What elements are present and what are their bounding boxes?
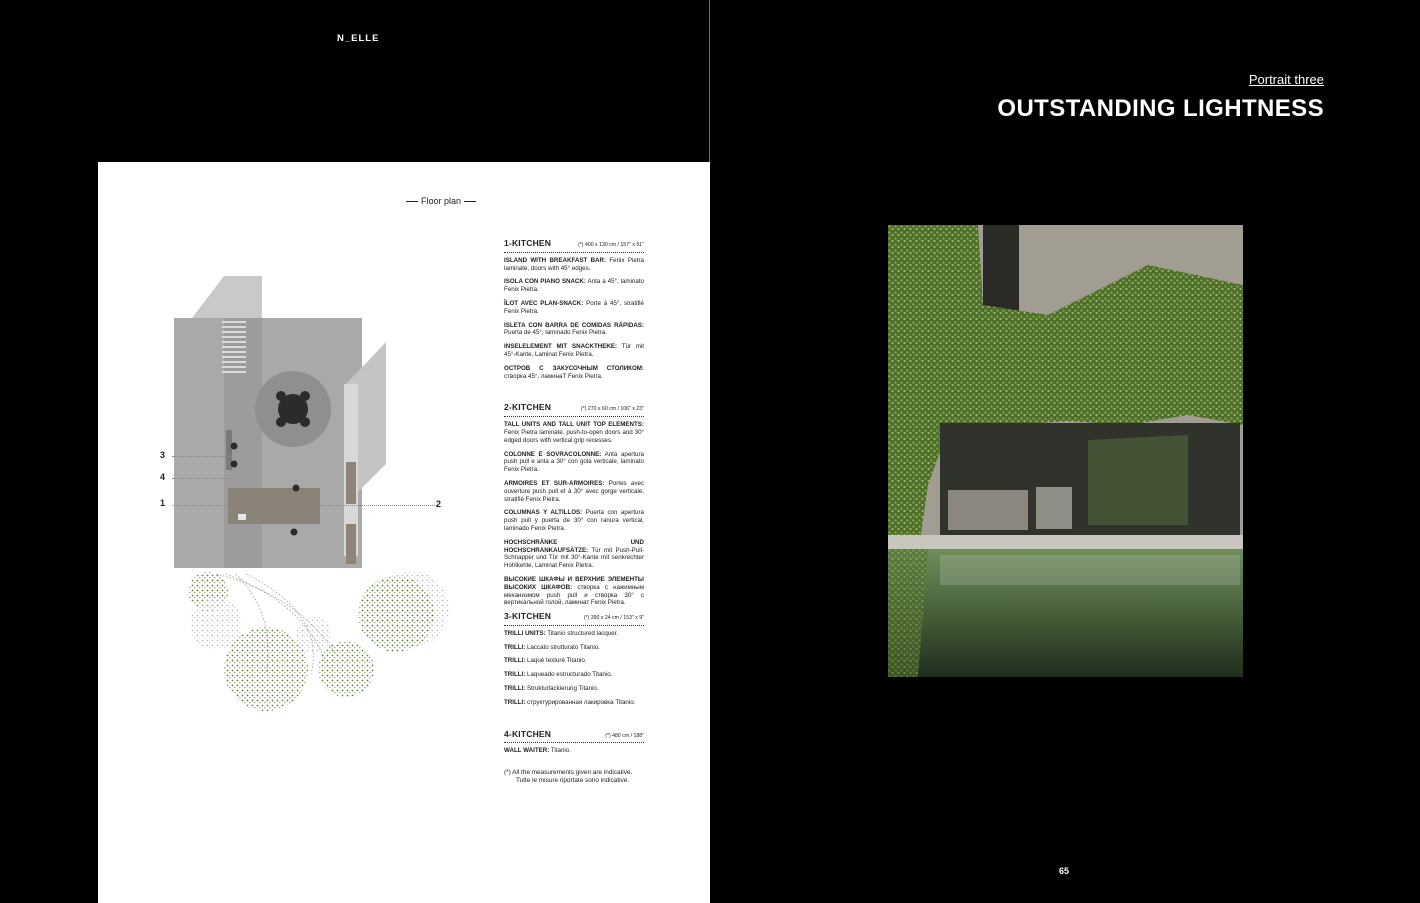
spec-paragraph: TALL UNITS AND TALL UNIT TOP ELEMENTS: Fenix Pietra laminate, push-to-open doors and 30° edged doors with vertical grip recesses. bbox=[504, 421, 644, 444]
spec-dimensions: (*) 400 x 130 cm / 157" x 51" bbox=[578, 242, 644, 248]
spec-paragraph: TRILLI: Laccato strutturato Titanio. bbox=[504, 643, 600, 651]
spec-name: 3-KITCHEN bbox=[504, 611, 552, 622]
footnote-line-1: (*) All the measurements given are indicative. bbox=[504, 769, 633, 777]
spec-name: 2-KITCHEN bbox=[504, 402, 552, 413]
spec-name: 4-KITCHEN bbox=[504, 728, 552, 739]
spec-paragraph: ISLAND WITH BREAKFAST BAR: Fenix Pietra laminate, doors with 45° edges. bbox=[504, 256, 644, 272]
spec-paragraph: HOCHSCHRÄNKE UND HOCHSCHRANKAUFSÄTZE: Tür mit Push-Pull-Schnapper und Tür mit 30°-Kante mit senkrechter Hohlkehle, Laminat Fenix Pietra. bbox=[504, 538, 645, 570]
spec-paragraph: ÎLOT AVEC PLAN-SNACK: Porte à 45°, stratifié Fenix Pietra. bbox=[504, 299, 644, 315]
footnote bbox=[504, 769, 644, 785]
spec-paragraph: TRILLI UNITS: Titanio structured lacquer. bbox=[504, 629, 619, 637]
spec-paragraph: ВЫСОКИЕ ШКАФЫ И ВЕРХНИЕ ЭЛЕМЕНТЫ ВЫСОКИХ ШКАФОВ: створка с нажимным механизмом push pull и створка 30° с вертикальной голой, ламинат Fenix Pietra. bbox=[504, 575, 644, 607]
tree-4 bbox=[318, 641, 374, 697]
kitchen-counter bbox=[948, 490, 1028, 530]
spec-paragraph: TRILLI: Laqueado estructurado Titanio. bbox=[504, 671, 613, 679]
page-headline: OUTSTANDING LIGHTNESS bbox=[997, 95, 1324, 122]
floor-plan-svg bbox=[156, 274, 466, 724]
spec-paragraph: ARMOIRES ET SUR-ARMOIRES: Portes avec ouverture push pull et à 30° avec gorge verticale, stratifié Fenix Pietra. bbox=[504, 479, 644, 503]
floor-plan-sheet bbox=[98, 162, 710, 903]
photo-illustration bbox=[888, 225, 1243, 677]
spec-dimensions: (*) 480 cm / 188" bbox=[605, 732, 644, 739]
tall-units bbox=[346, 462, 356, 504]
marker-3: 3 bbox=[160, 450, 166, 460]
spec-paragraph: ОСТРОВ С ЗАКУСОЧНЫМ СТОЛИКОМ: створка 45°, ламинаТ Fenix Pietra. bbox=[504, 364, 644, 380]
spec-section-2 bbox=[504, 404, 644, 607]
spec-section-1 bbox=[504, 240, 644, 380]
spec-section-header bbox=[504, 728, 644, 744]
page-number: 65 bbox=[1059, 866, 1070, 876]
spec-section-header bbox=[504, 613, 644, 626]
spec-section-3 bbox=[504, 613, 644, 707]
spec-paragraph: COLONNE E SOVRACOLONNE: Anta apertura push pull e anta a 30° con gola verticale, laminato Fenix Pietra. bbox=[504, 450, 644, 474]
brand-label: N_ELLE bbox=[337, 33, 380, 44]
upper-wall-shape bbox=[192, 276, 262, 318]
floor-plan-drawing bbox=[156, 274, 466, 724]
tree-2 bbox=[358, 576, 434, 652]
spec-section-4 bbox=[504, 728, 644, 756]
concrete-floor bbox=[174, 318, 362, 568]
floor-plan-title-text: Floor plan bbox=[420, 196, 462, 206]
marker-1-line bbox=[172, 505, 437, 506]
spec-paragraph: ISOLA CON PIANO SNACK: Anta a 45°, laminato Fenix Pietra. bbox=[504, 278, 644, 294]
spec-paragraph: TRILLI: Laqué texturé Titanio. bbox=[504, 657, 587, 665]
ivy-house-photo bbox=[888, 225, 1243, 677]
spec-paragraph: WALL WAITER: Titanio. bbox=[504, 747, 571, 755]
footnote-line-2: Tutte le misure riportate sono indicative. bbox=[516, 777, 630, 785]
page-gutter bbox=[709, 0, 710, 162]
spec-paragraph: COLUMNAS Y ALTILLOS: Puerta con apertura push pull y puerta de 30° con ranura vertical, laminado Fenix Pietra. bbox=[504, 509, 644, 532]
spec-dimensions: (*) 390 x 24 cm / 153" x 9" bbox=[583, 615, 644, 622]
marker-1: 1 bbox=[160, 498, 166, 508]
spec-paragraph: TRILLI: Strukturlackierung Titanio. bbox=[504, 685, 599, 693]
marker-4-line bbox=[172, 478, 232, 479]
spec-dimensions: (*) 270 x 60 cm / 106" x 23" bbox=[580, 406, 644, 413]
spec-section-header bbox=[504, 404, 644, 417]
tree-3 bbox=[224, 627, 308, 711]
section-kicker: Portrait three bbox=[1248, 72, 1324, 87]
floor-plan-title bbox=[98, 196, 784, 206]
spec-paragraph: ISLETA CON BARRA DE COMIDAS RÁPIDAS: Puerta de 45°, laminado Fenix Pietra. bbox=[504, 321, 644, 337]
spec-section-header bbox=[504, 240, 644, 253]
marker-3-line bbox=[172, 456, 232, 457]
marker-2: 2 bbox=[436, 499, 442, 509]
spec-name: 1-KITCHEN bbox=[504, 238, 552, 248]
specification-column bbox=[504, 240, 644, 785]
spec-paragraph: TRILLI: структурированная лакировка Titanio. bbox=[504, 698, 636, 706]
spec-paragraph: INSELELEMENT MIT SNACKTHEKE: Tür mit 45°-Kante, Laminat Fenix Pietra. bbox=[504, 343, 645, 358]
marker-4: 4 bbox=[160, 472, 166, 482]
floor-slab bbox=[888, 535, 1243, 549]
